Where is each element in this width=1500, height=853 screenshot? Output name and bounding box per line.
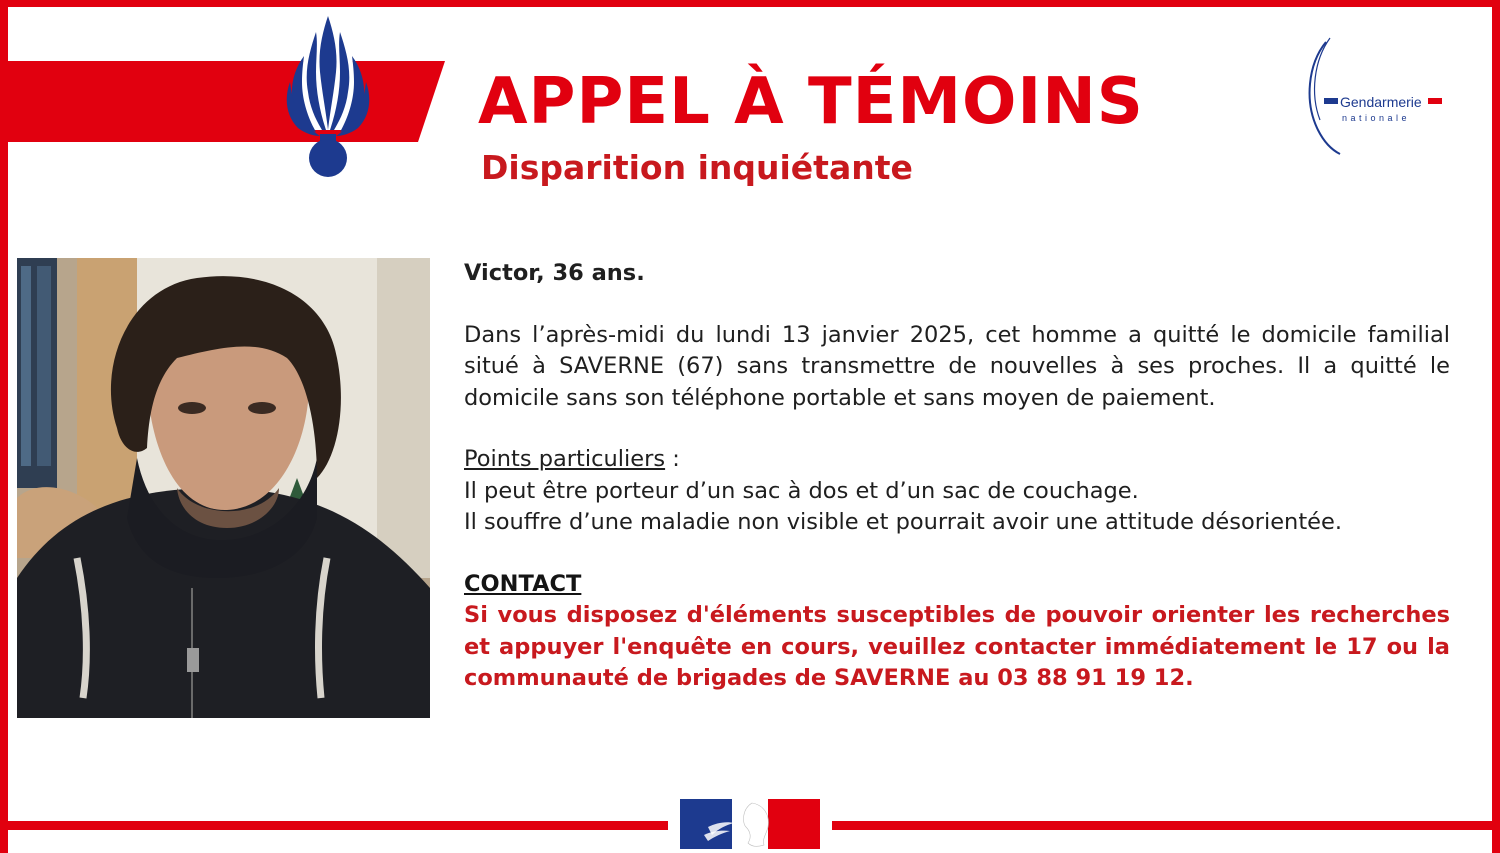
frame-bottom-border-right [832,821,1500,830]
contact-heading: CONTACT [464,570,582,597]
gendarmerie-logo-line2: nationale [1342,113,1411,123]
points-label: Points particuliers [464,446,666,472]
frame-right-border [1492,0,1500,853]
disappearance-paragraph: Dans l’après-midi du lundi 13 janvier 2025, cet homme a quitté le domicile familial situé à SAVERNE (67) sans transmettre de nouvelles à ses proches. Il a quitté le domicile sans son téléphone portable et sans moyen de paiement. [464,321,1450,411]
page-subtitle: Disparition inquiétante [481,148,913,187]
missing-person-photo [17,258,430,718]
notice-content [464,258,1450,695]
header-red-band [0,61,445,142]
point-item-backpack: Il peut être porteur d’un sac à dos et d’un sac de couchage. [464,477,1139,504]
page-title: APPEL À TÉMOINS [478,65,1144,139]
gendarmerie-grenade-icon [282,12,374,178]
gendarmerie-logo-line1: Gendarmerie [1340,94,1422,110]
portrait-photo-icon [17,258,430,718]
frame-bottom-border-left [0,821,668,830]
points-suffix: : [665,446,680,472]
contact-text: Si vous disposez d'éléments susceptibles de pouvoir orienter les recherches et appuyer l'enquête en cours, veuillez contacter immédiatement le 17 ou la communauté de brigades de SAVERNE au 03 88 91 19 12. [464,602,1450,691]
gendarmerie-nationale-logo [1302,36,1458,156]
frame-top-border [0,0,1500,7]
points-heading [464,444,1450,476]
marianne-logo-icon [678,797,822,851]
point-item-illness: Il souffre d’une maladie non visible et pourrait avoir une attitude désorientée. [464,509,1342,535]
person-name-age: Victor, 36 ans. [464,260,645,286]
